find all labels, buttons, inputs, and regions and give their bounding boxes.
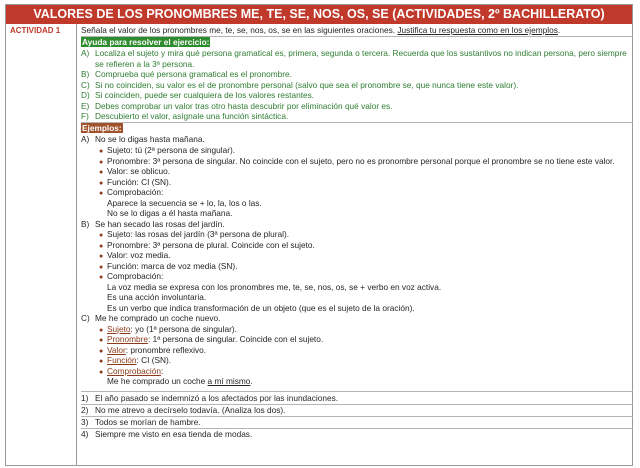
exercise-item: [81, 417, 201, 428]
exercise-text: Todos se morían de hambre.: [95, 417, 201, 427]
bullet-text: Sujeto: las rosas del jardín (3ª persona de plural).: [107, 229, 290, 239]
example-letter: A): [81, 134, 90, 144]
bullet-icon: ●: [99, 326, 104, 334]
check-line: [107, 376, 253, 387]
step-letter: B): [81, 69, 90, 79]
help-step: [81, 111, 288, 122]
step-letter: C): [81, 79, 90, 90]
step-text: Si no coinciden, su valor es el de pronombre personal (salvo que sea el pronombre se, que nunca tiene este valor).: [95, 79, 519, 90]
check-text: Me he comprado un coche: [107, 376, 208, 386]
bullet-text: Función: CI (SN).: [107, 176, 172, 187]
bullet-icon: ●: [99, 242, 104, 250]
bullet-text: Comprobación:: [107, 187, 164, 197]
check-line: Es un verbo que indica transformación de un objeto (que es el sujeto de la oración).: [107, 302, 415, 313]
step-text: Comprueba qué persona gramatical es el pronombre.: [95, 69, 292, 79]
step-text: se refieren a la 3ª persona.: [95, 58, 195, 69]
exercise-item: [81, 429, 252, 440]
step-text: Localiza el sujeto y mira qué persona gramatical es, primera, segunda o tercera. Recuerda que los sustantivos no indican persona, pero siempre: [95, 48, 627, 58]
bullet-icon: ●: [99, 169, 104, 176]
check-line: Es una acción involuntaria.: [107, 292, 207, 302]
bullet-icon: ●: [99, 347, 104, 355]
bullet-text: Valor: se oblicuo.: [107, 166, 171, 176]
help-step: [81, 59, 194, 70]
bullet-key: Sujeto: [107, 323, 131, 334]
bullet-text: : CI (SN).: [136, 355, 172, 365]
check-line: Aparece la secuencia se + lo, la, los o las.: [107, 197, 262, 208]
example-letter: C): [81, 313, 90, 323]
separator: [81, 391, 633, 392]
separator: [81, 122, 633, 123]
bullet-icon: ●: [99, 274, 104, 281]
step-letter: D): [81, 90, 90, 100]
example-bullet: [99, 156, 615, 169]
activity-label-cell: [6, 24, 77, 465]
help-heading-text: Ayuda para resolver el ejercicio:: [82, 37, 210, 47]
bullet-icon: ●: [99, 337, 104, 344]
examples-heading: [81, 123, 123, 134]
bullet-key: Valor: [107, 344, 126, 355]
step-letter: F): [81, 111, 89, 121]
bullet-key: Función: [107, 355, 137, 365]
worksheet: [5, 4, 633, 466]
example-sentence: No se lo digas hasta mañana.: [95, 134, 205, 144]
bullet-text: Pronombre: 3ª persona de plural. Coincide con el sujeto.: [107, 239, 315, 250]
check-line: No se lo digas a él hasta mañana.: [107, 208, 233, 218]
example-letter: B): [81, 218, 90, 229]
exercise-number: 2): [81, 405, 89, 415]
exercise-text: No me atrevo a decírselo todavía. (Analiza los dos).: [95, 405, 286, 415]
help-step: [81, 69, 292, 80]
bullet-icon: ●: [99, 179, 104, 187]
bullet-text: : pronombre reflexivo.: [125, 344, 207, 355]
help-step: [81, 48, 627, 59]
step-text: Debes comprobar un valor tras otro hasta descubrir por eliminación qué valor es.: [95, 100, 393, 111]
intro-end: .: [557, 25, 561, 35]
exercise-number: 3): [81, 417, 89, 427]
bullet-icon: ●: [99, 190, 104, 197]
step-letter: E): [81, 100, 90, 111]
activity-label: ACTIVIDAD 1: [10, 26, 61, 35]
exercise-number: 1): [81, 393, 89, 403]
bullet-icon: ●: [99, 158, 104, 166]
example-b-sentence: [81, 219, 225, 230]
bullet-text: Comprobación:: [107, 271, 164, 281]
check-underlined: a mí mismo: [207, 376, 251, 386]
check-line: La voz media se expresa con los pronombres me, te, se, nos, os, se + verbo en voz activa.: [107, 281, 442, 292]
intro-text: Señala el valor de los pronombres me, te, se, nos, os, se en las siguientes oraciones.: [81, 25, 398, 35]
examples-heading-text: Ejemplos:: [82, 123, 122, 133]
bullet-icon: ●: [99, 232, 104, 239]
bullet-text: Pronombre: 3ª persona de singular. No coincide con el sujeto, pero no es pronombre personal porque el pronombre se no tiene este valor.: [107, 155, 615, 166]
example-c-sentence: [81, 313, 220, 324]
example-a-sentence: [81, 134, 205, 145]
check-end: .: [250, 376, 253, 386]
bullet-text: : yo (1ª persona de singular).: [130, 323, 237, 334]
bullet-icon: ●: [99, 263, 104, 271]
step-text: Descubierto el valor, asígnale una función sintáctica.: [95, 111, 289, 121]
step-letter: A): [81, 48, 90, 58]
bullet-text: Sujeto: tú (2ª persona de singular).: [107, 145, 236, 155]
intro-line: [81, 25, 560, 36]
intro-underlined: Justifica tu respuesta como en los ejemplos: [397, 25, 558, 35]
bullet-icon: ●: [99, 368, 104, 376]
help-step: [81, 90, 314, 101]
help-step: [81, 101, 392, 112]
page-title: VALORES DE LOS PRONOMBRES ME, TE, SE, NOS, OS, SE (ACTIVIDADES, 2º BACHILLERATO): [6, 5, 632, 24]
bullet-text: Valor: voz media.: [107, 250, 171, 260]
help-step: [81, 80, 518, 91]
exercise-text: Siempre me visto en esa tienda de modas.: [95, 429, 253, 439]
exercise-item: [81, 393, 338, 404]
exercise-item: [81, 405, 285, 416]
exercise-text: El año pasado se indemnizó a los afectados por las inundaciones.: [95, 393, 339, 403]
exercise-number: 4): [81, 429, 89, 439]
example-sentence: Me he comprado un coche nuevo.: [95, 313, 221, 323]
bullet-key: Pronombre: [107, 334, 149, 344]
example-sentence: Se han secado las rosas del jardín.: [95, 218, 225, 229]
bullet-text: : 1ª persona de singular. Coincide con el sujeto.: [148, 334, 324, 344]
bullet-icon: ●: [99, 358, 104, 365]
bullet-text: :: [160, 365, 164, 376]
help-heading: [81, 37, 210, 48]
bullet-icon: ●: [99, 148, 104, 155]
bullet-text: Función: marca de voz media (SN).: [107, 260, 238, 271]
bullet-icon: ●: [99, 253, 104, 260]
step-text: Si coinciden, puede ser cualquiera de los valores restantes.: [95, 90, 315, 100]
bullet-key: Comprobación: [107, 365, 161, 376]
